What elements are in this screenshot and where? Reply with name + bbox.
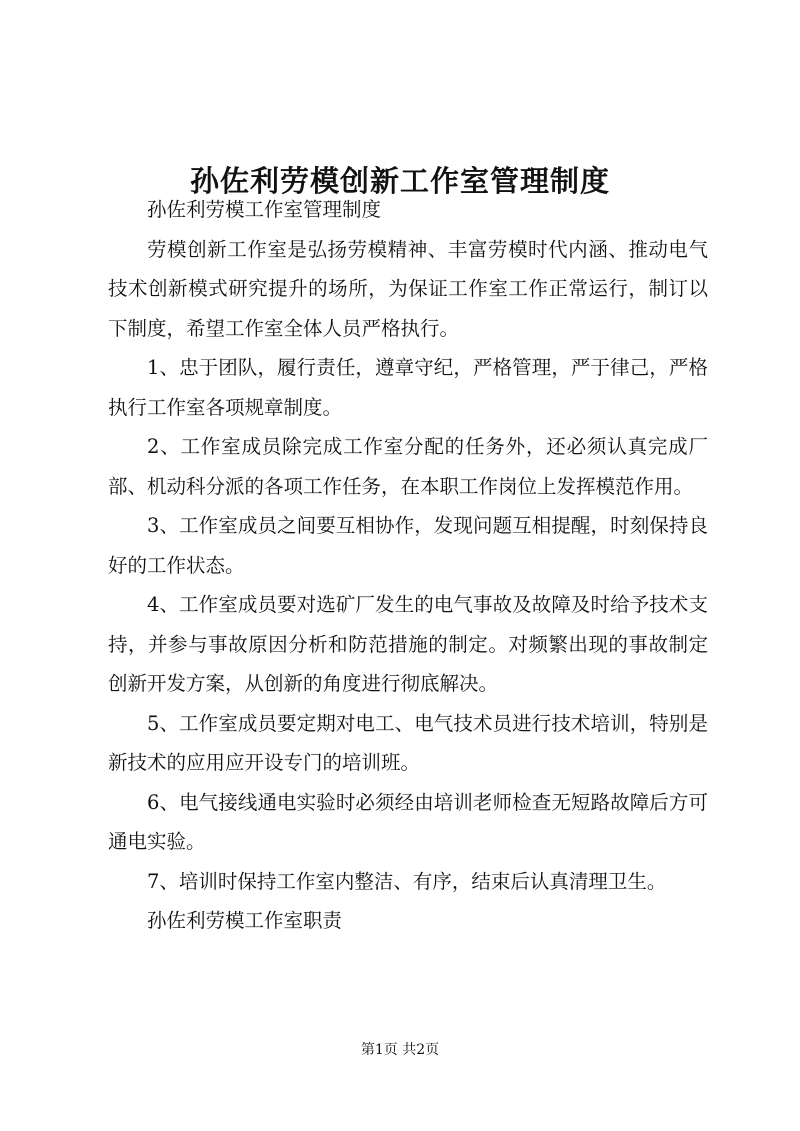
rule-item-3: 3、工作室成员之间要互相协作，发现问题互相提醒，时刻保持良好的工作状态。 bbox=[108, 514, 708, 577]
intro-paragraph: 劳模创新工作室是弘扬劳模精神、丰富劳模时代内涵、推动电气技术创新模式研究提升的场所，为保证工作室工作正常运行，制订以下制度，希望工作室全体人员严格执行。 bbox=[108, 237, 708, 340]
page-footer: 第1页 共2页 bbox=[360, 1042, 440, 1058]
rule-item-7: 7、培训时保持工作室内整洁、有序，结束后认真清理卫生。 bbox=[147, 869, 667, 893]
section-heading: 孙佐利劳模工作室职责 bbox=[147, 909, 343, 932]
rule-item-2: 2、工作室成员除完成工作室分配的任务外，还必须认真完成厂部、机动科分派的各项工作任务，在本职工作岗位上发挥模范作用。 bbox=[108, 435, 708, 498]
document-subtitle: 孙佐利劳模工作室管理制度 bbox=[147, 198, 382, 221]
rule-item-5: 5、工作室成员要定期对电工、电气技术员进行技术培训，特别是新技术的应用应开设专门的培训班。 bbox=[108, 711, 708, 774]
rule-item-4: 4、工作室成员要对选矿厂发生的电气事故及故障及时给予技术支持，并参与事故原因分析和防范措施的制定。对频繁出现的事故制定创新开发方案，从创新的角度进行彻底解决。 bbox=[108, 593, 708, 695]
document-body bbox=[108, 190, 708, 941]
rule-item-6: 6、电气接线通电实验时必须经由培训老师检查无短路故障后方可通电实验。 bbox=[108, 790, 708, 853]
document-title: 孙佐利劳模创新工作室管理制度 bbox=[189, 164, 610, 199]
rule-item-1: 1、忠于团队，履行责任，遵章守纪，严格管理，严于律己，严格执行工作室各项规章制度。 bbox=[108, 356, 708, 419]
